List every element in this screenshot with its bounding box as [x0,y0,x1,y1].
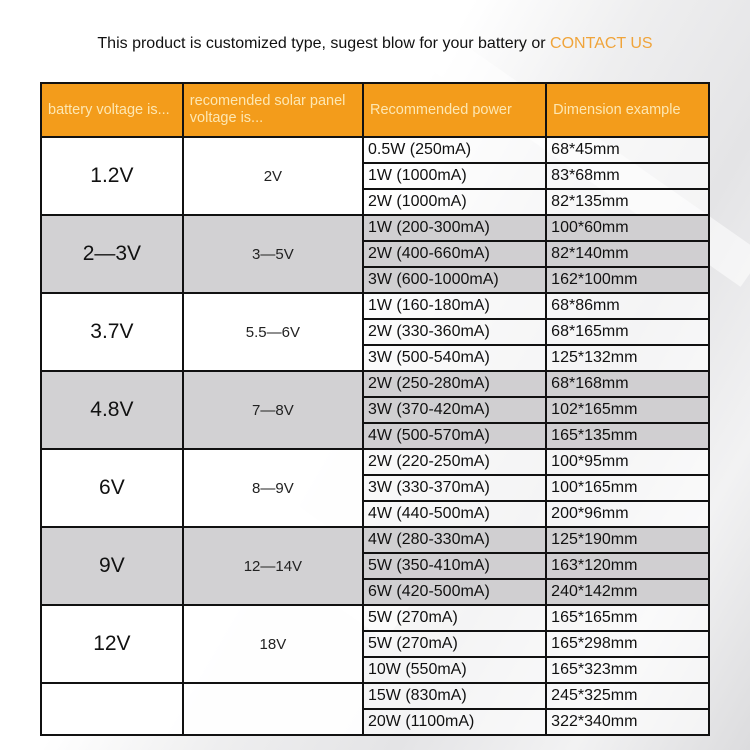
recommended-power-cell: 2W (250-280mA) [363,371,546,397]
battery-voltage-cell: 6V [41,449,183,527]
dimension-cell: 68*165mm [546,319,709,345]
recommended-power-cell: 4W (500-570mA) [363,423,546,449]
battery-voltage-cell: 4.8V [41,371,183,449]
dimension-cell: 68*45mm [546,137,709,163]
battery-voltage-cell: 2—3V [41,215,183,293]
recommended-power-cell: 3W (370-420mA) [363,397,546,423]
dimension-cell: 162*100mm [546,267,709,293]
battery-voltage-cell: 9V [41,527,183,605]
recommended-power-cell: 10W (550mA) [363,657,546,683]
solar-panel-voltage-cell: 2V [183,137,363,215]
contact-us-link[interactable]: CONTACT US [550,35,653,52]
solar-panel-voltage-cell: 18V [183,605,363,683]
table-header-row [41,83,709,137]
dimension-cell: 322*340mm [546,709,709,735]
dimension-cell: 245*325mm [546,683,709,709]
recommended-power-cell: 2W (1000mA) [363,189,546,215]
dimension-cell: 165*298mm [546,631,709,657]
recommended-power-cell: 2W (330-360mA) [363,319,546,345]
table-row [41,371,709,397]
dimension-cell: 125*190mm [546,527,709,553]
table-row [41,215,709,241]
dimension-cell: 100*60mm [546,215,709,241]
dimension-cell: 68*86mm [546,293,709,319]
battery-voltage-cell [41,683,183,735]
battery-voltage-cell: 3.7V [41,293,183,371]
table-body [41,137,709,735]
dimension-cell: 83*68mm [546,163,709,189]
solar-panel-voltage-cell [183,683,363,735]
recommended-power-cell: 0.5W (250mA) [363,137,546,163]
solar-panel-voltage-cell: 8—9V [183,449,363,527]
solar-panel-voltage-cell: 3—5V [183,215,363,293]
table-row [41,449,709,475]
table-row [41,605,709,631]
solar-panel-voltage-cell: 12—14V [183,527,363,605]
table-row [41,527,709,553]
solar-panel-voltage-cell: 7—8V [183,371,363,449]
dimension-cell: 165*135mm [546,423,709,449]
recommended-power-cell: 1W (160-180mA) [363,293,546,319]
intro-sentence: This product is customized type, sugest blow for your battery or [97,35,551,52]
dimension-cell: 82*140mm [546,241,709,267]
dimension-cell: 165*165mm [546,605,709,631]
recommended-power-cell: 2W (400-660mA) [363,241,546,267]
solar-panel-voltage-cell: 5.5—6V [183,293,363,371]
recommended-power-cell: 3W (500-540mA) [363,345,546,371]
recommended-power-cell: 6W (420-500mA) [363,579,546,605]
recommended-power-cell: 5W (270mA) [363,631,546,657]
battery-solar-spec-table [40,82,710,736]
dimension-cell: 200*96mm [546,501,709,527]
dimension-cell: 163*120mm [546,553,709,579]
recommended-power-cell: 4W (440-500mA) [363,501,546,527]
recommended-power-cell: 15W (830mA) [363,683,546,709]
recommended-power-cell: 3W (330-370mA) [363,475,546,501]
recommended-power-cell: 3W (600-1000mA) [363,267,546,293]
recommended-power-cell: 5W (350-410mA) [363,553,546,579]
header-battery-voltage: battery voltage is... [41,83,183,137]
recommended-power-cell: 20W (1100mA) [363,709,546,735]
battery-voltage-cell: 1.2V [41,137,183,215]
dimension-cell: 82*135mm [546,189,709,215]
intro-text [0,35,750,53]
header-solar-panel-voltage: recomended solar panel voltage is... [183,83,363,137]
recommended-power-cell: 5W (270mA) [363,605,546,631]
dimension-cell: 102*165mm [546,397,709,423]
recommended-power-cell: 1W (1000mA) [363,163,546,189]
battery-voltage-cell: 12V [41,605,183,683]
header-dimension-example: Dimension example [546,83,709,137]
dimension-cell: 100*165mm [546,475,709,501]
dimension-cell: 100*95mm [546,449,709,475]
table-row [41,683,709,709]
dimension-cell: 165*323mm [546,657,709,683]
table-row [41,293,709,319]
recommended-power-cell: 4W (280-330mA) [363,527,546,553]
table-row [41,137,709,163]
dimension-cell: 125*132mm [546,345,709,371]
dimension-cell: 240*142mm [546,579,709,605]
recommended-power-cell: 2W (220-250mA) [363,449,546,475]
recommended-power-cell: 1W (200-300mA) [363,215,546,241]
dimension-cell: 68*168mm [546,371,709,397]
header-recommended-power: Recommended power [363,83,546,137]
